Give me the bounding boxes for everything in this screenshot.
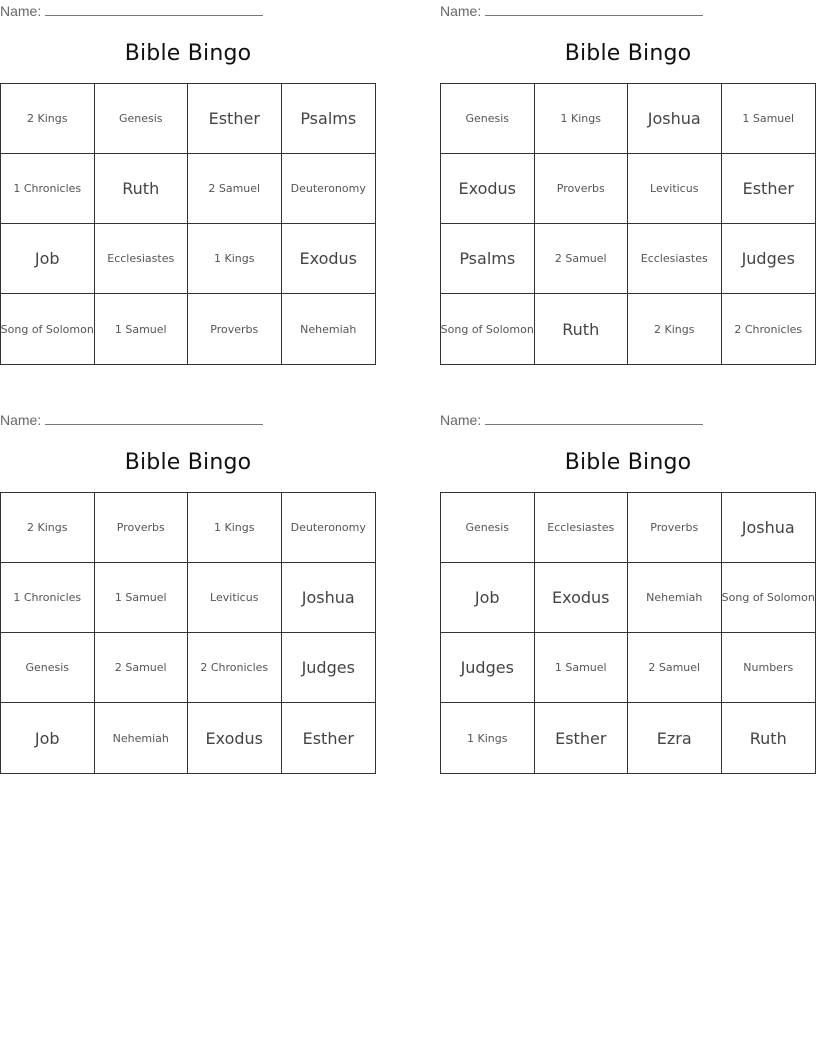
bingo-cell: Song of Solomon — [722, 563, 816, 633]
bingo-cell: Exodus — [188, 703, 282, 773]
bingo-cell: Exodus — [441, 154, 535, 224]
name-line[interactable] — [485, 2, 703, 16]
bingo-cell: Esther — [535, 703, 629, 773]
bingo-cell: Joshua — [722, 493, 816, 563]
bingo-cell: 1 Samuel — [535, 633, 629, 703]
name-line[interactable] — [45, 2, 263, 16]
card-title: Bible Bingo — [564, 41, 692, 66]
bingo-cell: 2 Samuel — [188, 154, 282, 224]
bingo-cell: 1 Samuel — [722, 84, 816, 154]
bingo-cell: Nehemiah — [628, 563, 722, 633]
bingo-cell: Esther — [722, 154, 816, 224]
bingo-cell: Nehemiah — [95, 703, 189, 773]
bingo-cell: 2 Chronicles — [188, 633, 282, 703]
bingo-cell: Deuteronomy — [282, 493, 376, 563]
name-label: Name: — [440, 412, 482, 428]
name-line[interactable] — [45, 411, 263, 425]
bingo-cell: Ruth — [749, 728, 787, 748]
bingo-cell: 2 Kings — [1, 493, 95, 563]
name-field[interactable] — [440, 2, 703, 20]
bingo-cell: Leviticus — [628, 154, 722, 224]
bingo-cell: Ruth — [535, 294, 629, 364]
bingo-cell: 1 Kings — [188, 493, 282, 563]
card-title: Bible Bingo — [124, 450, 252, 475]
bingo-cell: Ecclesiastes — [535, 493, 629, 563]
bingo-cell: Song of Solomon — [441, 294, 535, 364]
bingo-cell: Genesis — [441, 84, 535, 154]
bingo-cell: Deuteronomy — [282, 154, 376, 224]
bingo-cell: 1 Samuel — [95, 563, 189, 633]
bingo-grid — [0, 83, 376, 365]
bingo-cell: Joshua — [282, 563, 376, 633]
name-field[interactable] — [0, 2, 263, 20]
bingo-cell: Psalms — [282, 84, 376, 154]
name-label: Name: — [440, 3, 482, 19]
bingo-cell: Esther — [302, 728, 354, 748]
bingo-cell: Genesis — [441, 493, 535, 563]
bingo-cell: Psalms — [441, 224, 535, 294]
bingo-cell: Genesis — [95, 84, 189, 154]
name-label: Name: — [0, 3, 42, 19]
bingo-cell: Genesis — [1, 633, 95, 703]
bingo-cell: Leviticus — [188, 563, 282, 633]
bingo-cell: 1 Samuel — [95, 294, 189, 364]
bingo-cell: 2 Kings — [628, 294, 722, 364]
bingo-cell: 2 Kings — [1, 84, 95, 154]
name-label: Name: — [0, 412, 42, 428]
bingo-cell: Judges — [282, 633, 376, 703]
bingo-cell: 2 Samuel — [95, 633, 189, 703]
bingo-cell: Job — [1, 224, 95, 294]
bingo-grid — [440, 83, 816, 365]
bingo-cell: Ezra — [628, 703, 722, 773]
bingo-cell: Ruth — [95, 154, 189, 224]
bingo-cell: 1 Chronicles — [1, 563, 95, 633]
bingo-cell: 1 Kings — [441, 703, 535, 773]
bingo-cell: Judges — [722, 224, 816, 294]
name-field[interactable] — [0, 411, 263, 429]
bingo-cell: Esther — [188, 84, 282, 154]
bingo-cell: 1 Kings — [535, 84, 629, 154]
bingo-cell: Numbers — [722, 633, 816, 703]
bingo-cell: Joshua — [628, 84, 722, 154]
bingo-cell: 2 Chronicles — [734, 322, 803, 336]
bingo-cell: Proverbs — [628, 493, 722, 563]
bingo-cell: Song of Solomon — [1, 294, 95, 364]
name-line[interactable] — [485, 411, 703, 425]
bingo-cell: Nehemiah — [300, 322, 357, 336]
bingo-cell: 1 Chronicles — [1, 154, 95, 224]
bingo-cell: Job — [441, 563, 535, 633]
bingo-cell: Proverbs — [535, 154, 629, 224]
bingo-cell: Ecclesiastes — [628, 224, 722, 294]
bingo-cell: Proverbs — [188, 294, 282, 364]
bingo-cell: Proverbs — [95, 493, 189, 563]
name-field[interactable] — [440, 411, 703, 429]
bingo-grid — [440, 492, 816, 774]
bingo-grid — [0, 492, 376, 774]
bingo-cell: Exodus — [535, 563, 629, 633]
bingo-cell: 1 Kings — [188, 224, 282, 294]
card-title: Bible Bingo — [124, 41, 252, 66]
bingo-cell: Job — [1, 703, 95, 773]
bingo-cell: 2 Samuel — [628, 633, 722, 703]
bingo-cell: Exodus — [282, 224, 376, 294]
bingo-cell: Ecclesiastes — [95, 224, 189, 294]
bingo-cell: Judges — [441, 633, 535, 703]
bingo-cell: 2 Samuel — [535, 224, 629, 294]
card-title: Bible Bingo — [564, 450, 692, 475]
